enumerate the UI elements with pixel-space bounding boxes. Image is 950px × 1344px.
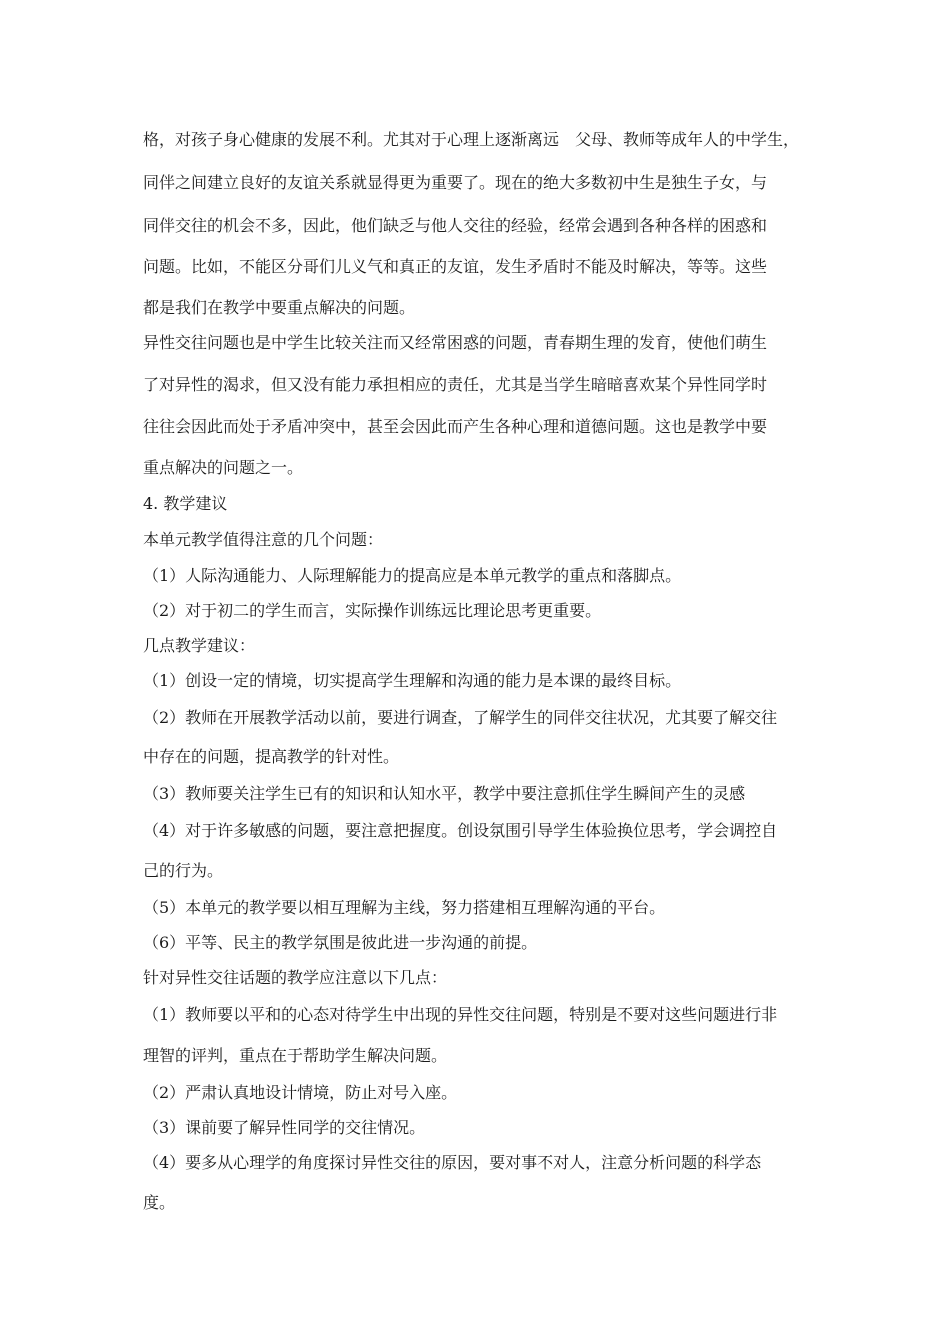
text-line: 度。 [143, 1193, 176, 1212]
text-line: 同伴之间建立良好的友谊关系就显得更为重要了。现在的绝大多数初中生是独生子女，与 [143, 173, 768, 192]
list-item: （1）创设一定的情境，切实提高学生理解和沟通的能力是本课的最终目标。 [143, 671, 682, 690]
list-item: （3）教师要关注学生已有的知识和认知水平，教学中要注意抓住学生瞬间产生的灵感 [143, 784, 746, 803]
list-item: （5）本单元的教学要以相互理解为主线，努力搭建相互理解沟通的平台。 [143, 898, 666, 917]
text-line: 重点解决的问题之一。 [143, 458, 304, 477]
list-item: （6）平等、民主的教学氛围是彼此进一步沟通的前提。 [143, 933, 538, 952]
section-heading: 4. 教学建议 [143, 494, 228, 513]
list-item: （4）要多从心理学的角度探讨异性交往的原因，要对事不对人，注意分析问题的科学态 [143, 1153, 762, 1172]
list-item: （1）人际沟通能力、人际理解能力的提高应是本单元教学的重点和落脚点。 [143, 566, 682, 585]
text-line: 问题。比如，不能区分哥们儿义气和真正的友谊，发生矛盾时不能及时解决，等等。这些 [143, 257, 768, 276]
text-line: 往往会因此而处于矛盾冲突中，甚至会因此而产生各种心理和道德问题。这也是教学中要 [143, 417, 768, 436]
list-item: （4）对于许多敏感的问题，要注意把握度。创设氛围引导学生体验换位思考，学会调控自 [143, 821, 778, 840]
text-line: 本单元教学值得注意的几个问题： [143, 530, 384, 549]
list-item: （3）课前要了解异性同学的交往情况。 [143, 1118, 426, 1137]
text-line: 中存在的问题，提高教学的针对性。 [143, 747, 400, 766]
list-item: （2）教师在开展教学活动以前，要进行调查，了解学生的同伴交往状况，尤其要了解交往 [143, 708, 778, 727]
text-line: 己的行为。 [143, 861, 224, 880]
text-line: 异性交往问题也是中学生比较关注而又经常困惑的问题，青春期生理的发育，使他们萌生 [143, 333, 768, 352]
list-item: （2）严肃认真地设计情境，防止对号入座。 [143, 1083, 458, 1102]
text-line: 格，对孩子身心健康的发展不利。尤其对于心理上逐渐离远 父母、教师等成年人的中学生， [143, 130, 800, 149]
text-line: 了对异性的渴求，但又没有能力承担相应的责任，尤其是当学生暗暗喜欢某个异性同学时 [143, 375, 768, 394]
list-item: （1）教师要以平和的心态对待学生中出现的异性交往问题，特别是不要对这些问题进行非 [143, 1005, 778, 1024]
text-line: 针对异性交往话题的教学应注意以下几点： [143, 968, 448, 987]
text-line: 都是我们在教学中要重点解决的问题。 [143, 298, 416, 317]
text-line: 同伴交往的机会不多，因此，他们缺乏与他人交往的经验，经常会遇到各种各样的困惑和 [143, 216, 768, 235]
text-line: 理智的评判，重点在于帮助学生解决问题。 [143, 1046, 448, 1065]
list-item: （2）对于初二的学生而言，实际操作训练远比理论思考更重要。 [143, 601, 602, 620]
text-line: 几点教学建议： [143, 636, 256, 655]
